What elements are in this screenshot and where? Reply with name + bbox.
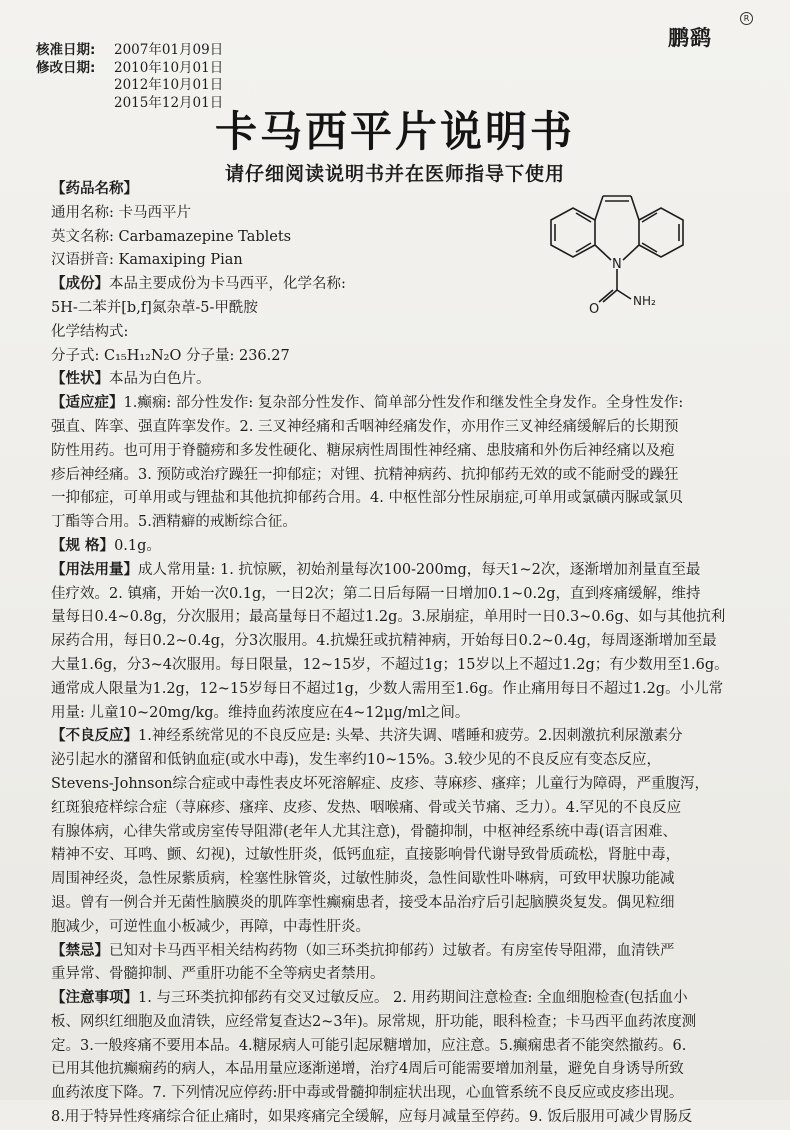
text-content: 通常成人限量为1.2g，12~15岁每日不超过1g，少数人需用至1.6g。作止痛用每日不超过1.2g。小儿常 (51, 680, 724, 697)
text-line (51, 416, 781, 440)
date-label: 核准日期: (36, 42, 96, 58)
text-line (51, 178, 781, 202)
text-content: 汉语拼音: Kamaxiping Pian (51, 252, 243, 269)
text-content: Stevens-Johnson综合症或中毒性表皮坏死溶解症、皮疹、荨麻疹、瘙痒；儿童行为障碍，严重腹泻， (51, 775, 710, 792)
text-content: 板、网织红细胞及血清铁，应经常复查达2~3年)。尿常规，肝功能，眼科检查；卡马西平血药浓度测 (51, 1013, 697, 1030)
text-line (51, 345, 781, 369)
text-content: 1.神经系统常见的不良反应是: 头晕、共济失调、嗜睡和疲劳。2.因刺激抗利尿激素分 (138, 728, 683, 745)
text-content: 成人常用量: 1. 抗惊厥，初始剂量每次100-200mg，每天1~2次，逐渐增加剂量直至最 (138, 561, 701, 578)
text-content: 泌引起水的潴留和低钠血症(或水中毒)，发生率约10~15%。3.较少见的不良反应有变态反应， (51, 752, 661, 769)
text-line (51, 1011, 781, 1035)
text-content: 已用其他抗癫痫药的病人，本品用量应逐渐递增，治疗4周后可能需要增加剂量，避免自身诱导所致 (51, 1061, 684, 1078)
text-content: 有腺体病，心律失常或房室传导阻滞(老年人尤其注意)，骨髓抑制，中枢神经系统中毒(语言困难、 (51, 823, 677, 840)
text-content: 1.癫痫: 部分性发作: 复杂部分性发作、简单部分性发作和继发性全身发作。全身性发作: (123, 395, 684, 412)
text-content: 本品主要成份为卡马西平，化学名称: (109, 276, 346, 293)
section-heading: 【规 格】 (51, 537, 115, 554)
text-content: 用量: 儿童10~20mg/kg。维持血药浓度应在4~12μg/ml之间。 (51, 704, 470, 721)
section-heading: 【适应症】 (51, 395, 124, 412)
text-content: 佳疗效。2. 镇痛，开始一次0.1g，一日2次；第二日后每隔一日增加0.1~0.2g，直到疼痛缓解，维持 (51, 585, 701, 602)
text-line (51, 1058, 781, 1082)
text-line (51, 797, 781, 821)
nitrogen-label: N (612, 257, 622, 272)
text-content: 大量1.6g，分3~4次服用。每日限量，12~15岁，不超过1g；15岁以上不超过1.2g；有少数用至1.6g。 (51, 656, 729, 673)
text-content: 1. 与三环类抗抑郁药有交叉过敏反应。 2. 用药期间注意检查: 全血细胞检查(包括血小 (138, 990, 688, 1007)
text-line (51, 1106, 781, 1130)
text-content: 血药浓度下降。7. 下列情况应停药:肝中毒或骨髓抑制症状出现，心血管系统不良反应或皮疹出现。 (51, 1085, 684, 1102)
text-line (51, 654, 781, 678)
text-line (51, 464, 781, 488)
text-content: 8.用于特异性疼痛综合征止痛时，如果疼痛完全缓解，应每月减量至停药。9. 饭后服用可减少胃肠反 (51, 1109, 693, 1126)
text-line (51, 249, 781, 273)
date-label: 修改日期: (36, 59, 96, 76)
section-heading: 【药品名称】 (51, 181, 138, 197)
date-value: 2015年12月01日 (114, 94, 224, 111)
text-content: 通用名称: 卡马西平片 (51, 204, 191, 221)
text-content: 退。曾有一例合并无菌性脑膜炎的肌阵挛性癫痫患者，接受本品治疗后引起脑膜炎复发。偶见粒细 (51, 894, 675, 911)
text-content: 防性用药。也可用于脊髓痨和多发性硬化、糖尿病性周围性神经痛、患肢痛和外伤后神经痛以及疱 (51, 442, 675, 459)
oxygen-label: O (589, 302, 600, 317)
text-content: 分子式: C₁₅H₁₂N₂O 分子量: 236.27 (51, 347, 290, 364)
text-line (51, 273, 781, 297)
text-line (51, 1035, 781, 1059)
section-heading: 【不良反应】 (51, 728, 138, 745)
text-line (51, 702, 781, 726)
date-value: 2012年10月01日 (114, 77, 224, 93)
text-content: 红斑狼疮样综合症（荨麻疹、瘙痒、皮疹、发热、咽喉痛、骨或关节痛、乏力）。4.罕见的不良反应 (51, 799, 682, 816)
date-value: 2010年10月01日 (114, 59, 224, 76)
text-line (51, 297, 781, 321)
text-content: 胞减少，可逆性血小板减少，再障，中毒性肝炎。 (51, 918, 370, 935)
text-line (51, 940, 781, 964)
date-row (36, 77, 223, 95)
document-title: 卡马西平片说明书 (214, 107, 575, 156)
text-line (51, 1082, 781, 1106)
text-content: 丁酯等合用。5.酒精癖的戒断综合征。 (51, 514, 297, 531)
amine-label: NH₂ (633, 294, 656, 308)
text-line (51, 321, 781, 345)
text-line (51, 368, 781, 392)
text-line (51, 773, 781, 797)
date-row (36, 60, 223, 78)
text-content: 一抑郁症，可单用或与锂盐和其他抗抑郁药合用。4. 中枢性部分性尿崩症,可单用或氯磺丙脲或氯贝 (51, 490, 684, 507)
text-content: 本品为白色片。 (109, 371, 211, 388)
text-content: 强直、阵挛、强直阵挛发作。2. 三叉神经痛和舌咽神经痛发作，亦用作三叉神经痛缓解后的长期预 (51, 418, 679, 435)
text-line (51, 559, 781, 583)
section-heading: 【成份】 (51, 276, 109, 293)
text-content: 精神不安、耳鸣、颤、幻视)，过敏性肝炎，低钙血症，直接影响骨代谢导致骨质疏松，肾脏中毒， (51, 847, 681, 864)
text-line (51, 511, 781, 535)
text-line (51, 868, 781, 892)
text-line (51, 202, 781, 226)
section-heading: 【性状】 (51, 371, 109, 388)
text-content: 化学结构式: (51, 323, 129, 340)
text-line (51, 678, 781, 702)
text-content: 尿药合用，每日0.2~0.4g，分3次服用。4.抗燥狂或抗精神病，开始每日0.2~0.4g，每周逐渐增加至最 (51, 633, 717, 650)
text-content: 已知对卡马西平相关结构药物（如三环类抗抑郁药）过敏者。有房室传导阻滞，血清铁严 (109, 942, 675, 959)
text-line (51, 844, 781, 868)
text-content: 疹后神经痛。3. 预防或治疗躁狂一抑郁症；对锂、抗精神病药、抗抑郁药无效的或不能耐受的躁狂 (51, 466, 679, 483)
document-subtitle: 请仔细阅读说明书并在医师指导下使用 (224, 163, 565, 185)
text-line (51, 226, 781, 250)
brand-logo: 鹏鹞 (668, 26, 712, 50)
date-row (36, 42, 223, 60)
date-value: 2007年01月09日 (114, 42, 224, 58)
text-line (51, 749, 781, 773)
text-line (51, 892, 781, 916)
text-line (51, 440, 781, 464)
text-line (51, 963, 781, 987)
section-heading: 【用法用量】 (51, 561, 138, 578)
text-line (51, 916, 781, 940)
text-line (51, 630, 781, 654)
text-content: 英文名称: Carbamazepine Tablets (51, 228, 292, 245)
text-line (51, 821, 781, 845)
text-content: 5H-二苯并[b,f]氮杂䓬-5-甲酰胺 (51, 299, 258, 316)
text-line (51, 987, 781, 1011)
text-line (51, 535, 781, 559)
section-heading: 【注意事项】 (51, 990, 138, 1007)
text-line (51, 487, 781, 511)
text-line (51, 725, 781, 749)
text-content: 重异常、骨髓抑制、严重肝功能不全等病史者禁用。 (51, 966, 385, 983)
leaflet-body (51, 178, 781, 1130)
text-content: 0.1g。 (114, 537, 161, 554)
text-line (51, 392, 781, 416)
text-content: 周围神经炎，急性尿紫质病，栓塞性脉管炎，过敏性肺炎，急性间歇性卟啉病，可致甲状腺功能减 (51, 871, 675, 888)
section-heading: 【禁忌】 (51, 942, 109, 959)
text-content: 量每日0.4~0.8g，分次服用；最高量每日不超过1.2g。3.尿崩症，单用时一日0.3~0.6g、如与其他抗利 (51, 609, 726, 626)
text-content: 定。3.一般疼痛不要用本品。4.糖尿病人可能引起尿糖增加，应注意。5.癫痫患者不能突然撤药。6. (51, 1037, 687, 1054)
text-line (51, 606, 781, 630)
registered-mark-icon: R (740, 12, 753, 25)
text-line (51, 583, 781, 607)
